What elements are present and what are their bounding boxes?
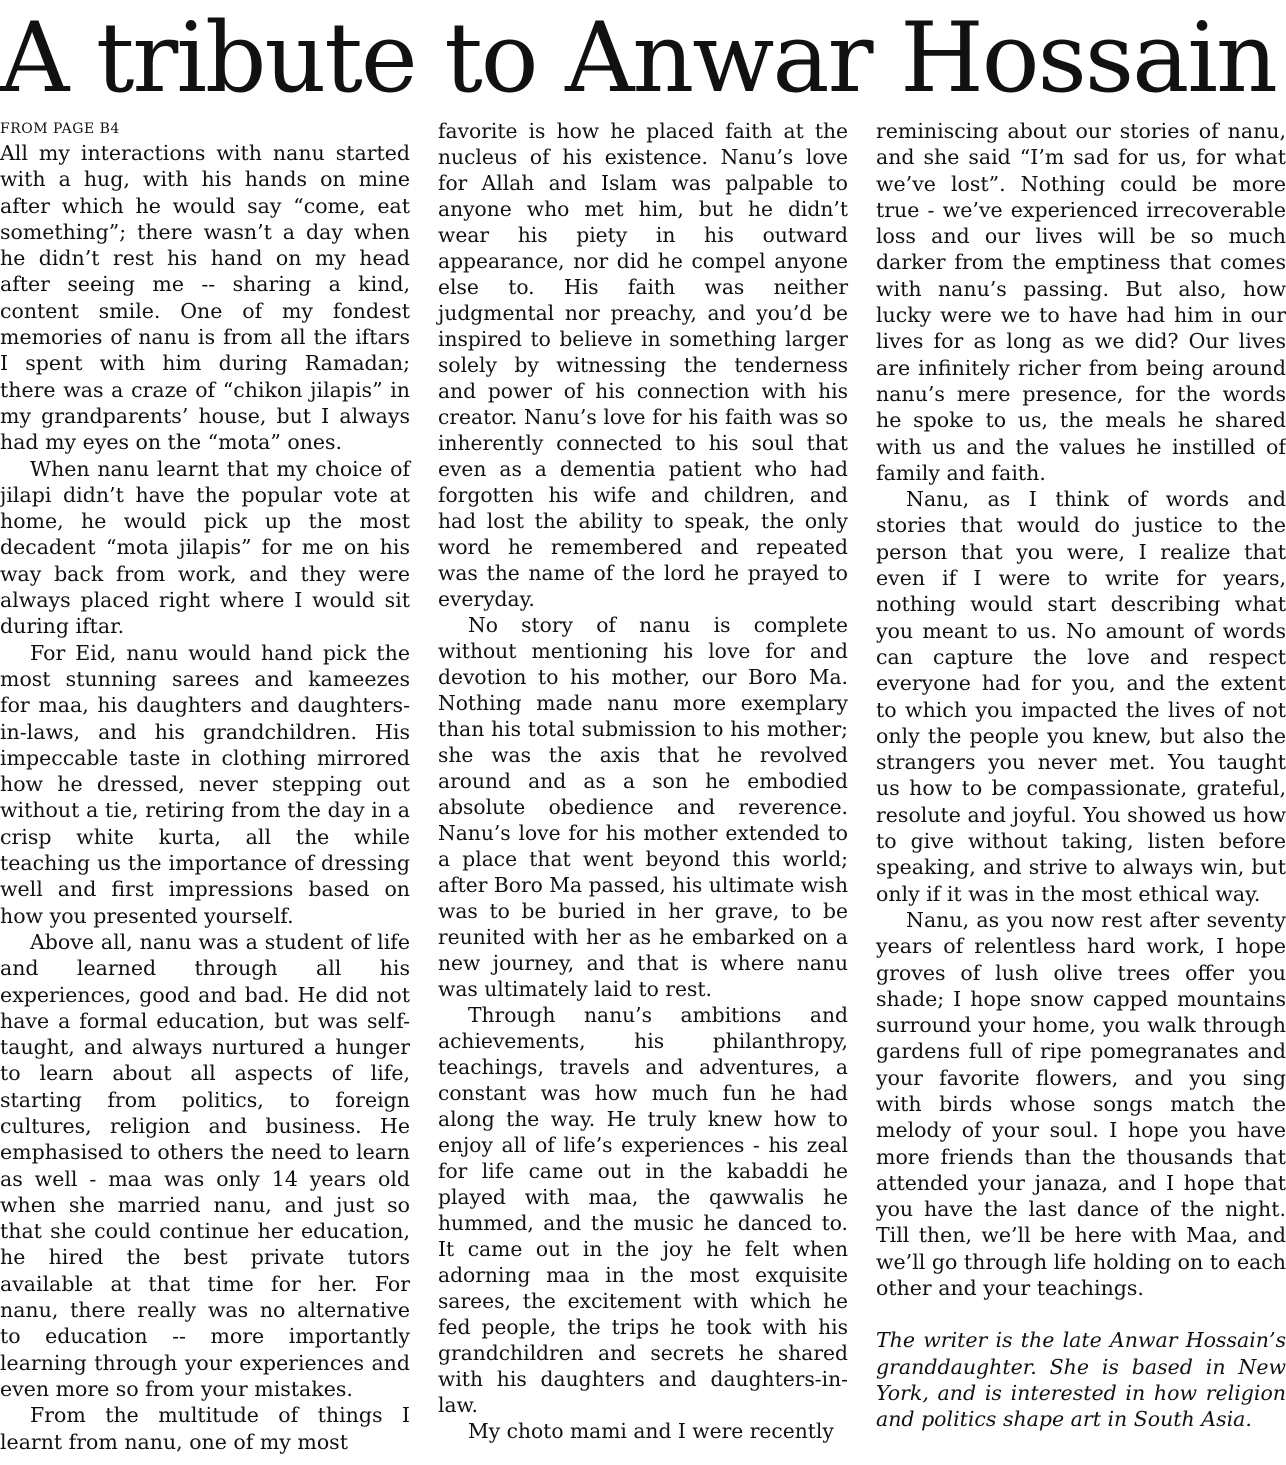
paragraph: All my interactions with nanu started with a hug, with his hands on mine after which he would say “come, eat something”; there wasn’t a day when he didn’t rest his hand on my head after seeing me -- sharing a kind, content smile. One of my fondest memories of nanu is from all the iftars I spent with him during Ramadan; there was a craze of “chikon jilapis” in my grandparents’ house, but I always had my eyes on the “mota” ones.	[0, 141, 410, 455]
paragraph: Nanu, as I think of words and stories that would do justice to the person that you were, I realize that even if I were to write for years, nothing would start describing what you meant to us. No amount of words can capture the love and respect everyone had for you, and the extent to which you impacted the lives of not only the people you knew, but also the strangers you never met. You taught us how to be compassionate, grateful, resolute and joyful. You showed us how to give without taking, listen before speaking, and strive to always win, but only if it was in the most ethical way.	[876, 487, 1286, 906]
paragraph: For Eid, nanu would hand pick the most stunning sarees and kameezes for maa, his daughters and daughters-in-laws, and his grandchildren. His impeccable taste in clothing mirrored how he dressed, never stepping out without a tie, retiring from the day in a crisp white kurta, all the while teaching us the importance of dressing well and first impressions based on how you presented yourself.	[0, 640, 410, 928]
paragraph: From the multitude of things I learnt from nanu, one of my most	[0, 1403, 410, 1454]
article-column-1	[0, 118, 410, 1455]
paragraph: favorite is how he placed faith at the nucleus of his existence. Nanu’s love for Allah and Islam was palpable to anyone who met him, but he didn’t wear his piety in his outward appearance, nor did he compel anyone else to. His faith was neither judgmental nor preachy, and you’d be inspired to believe in something larger solely by witnessing the tenderness and power of his connection with his creator. Nanu’s love for his faith was so inherently connected to his soul that even as a dementia patient who had forgotten his wife and children, and had lost the ability to speak, the only word he remembered and repeated was the name of the lord he prayed to everyday.	[438, 119, 848, 611]
author-byline: The writer is the late Anwar Hossain’s granddaughter. She is based in New York, and is interested in how religion and politics shape art in South Asia.	[876, 1328, 1286, 1432]
continuation-kicker: FROM PAGE B4	[0, 121, 120, 137]
paragraph: When nanu learnt that my choice of jilapi didn’t have the popular vote at home, he would pick up the most decadent “mota jilapis” for me on his way back from work, and they were always placed right where I would sit during iftar.	[0, 456, 410, 639]
paragraph: reminiscing about our stories of nanu, and she said “I’m sad for us, for what we’ve lost”. Nothing could be more true - we’ve experienced irrecoverable loss and our lives will be so much darker from the emptiness that comes with nanu’s passing. But also, how lucky were we to have had him in our lives for as long as we did? Our lives are infinitely richer from being around nanu’s mere presence, for the words he spoke to us, the meals he shared with us and the values he instilled of family and faith.	[876, 119, 1286, 485]
paragraph: Nanu, as you now rest after seventy years of relentless hard work, I hope groves of lush olive trees offer you shade; I hope snow capped mountains surround your home, you walk through gardens full of ripe pomegranates and your favorite flowers, and you sing with birds whose songs match the melody of your soul. I hope you have more friends than the thousands that attended your janaza, and I hope that you have the last dance of the night. Till then, we’ll be here with Maa, and we’ll go through life holding on to each other and your teachings.	[876, 907, 1286, 1301]
headline: A tribute to Anwar Hossain	[0, 2, 1276, 114]
article-column-3	[876, 118, 1286, 1433]
paragraph: Through nanu’s ambitions and achievements, his philanthropy, teachings, travels and adventures, a constant was how much fun he had along the way. He truly knew how to enjoy all of life’s experiences - his zeal for life came out in the kabaddi he played with maa, the qawwalis he hummed, and the music he danced to. It came out in the joy he felt when adorning maa in the most exquisite sarees, the excitement with which he fed people, the trips he took with his grandchildren and secrets he shared with his daughters and daughters-in-law.	[438, 1003, 848, 1417]
paragraph: No story of nanu is complete without mentioning his love for and devotion to his mother, our Boro Ma. Nothing made nanu more exemplary than his total submission to his mother; she was the axis that he revolved around and as a son he embodied absolute obedience and reverence. Nanu’s love for his mother extended to a place that went beyond this world; after Boro Ma passed, his ultimate wish was to be buried in her grave, to be reunited with her as he embarked on a new journey, and that is where nanu was ultimately laid to rest.	[438, 613, 848, 1001]
paragraph: Above all, nanu was a student of life and learned through all his experiences, good and bad. He did not have a formal education, but was self-taught, and always nurtured a hunger to learn about all aspects of life, starting from politics, to foreign cultures, religion and business. He emphasised to others the need to learn as well - maa was only 14 years old when she married nanu, and just so that she could continue her education, he hired the best private tutors available at that time for her. For nanu, there really was no alternative to education -- more importantly learning through your experiences and even more so from your mistakes.	[0, 929, 410, 1401]
article-column-2	[438, 118, 848, 1444]
paragraph: My choto mami and I were recently	[468, 1419, 834, 1443]
